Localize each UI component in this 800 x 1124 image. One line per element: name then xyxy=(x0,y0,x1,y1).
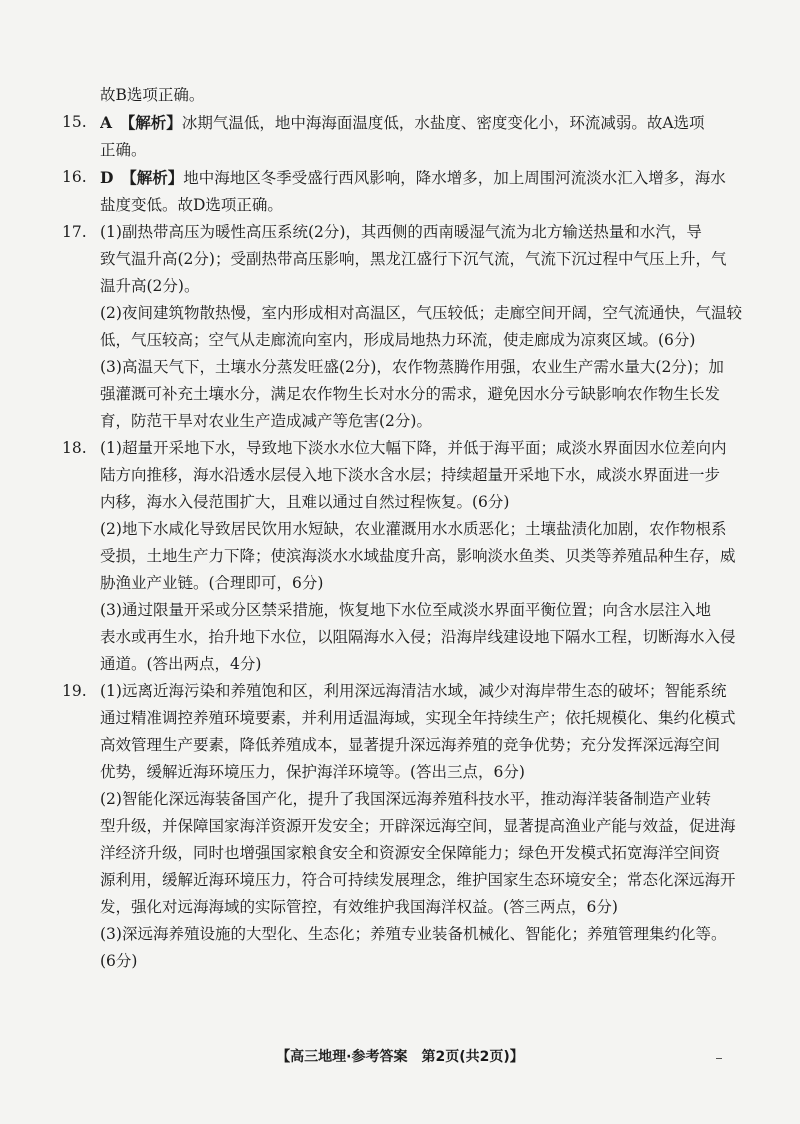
text-line: 源利用，缓解近海环境压力，符合可持续发展理念，维护国家生态环境安全；常态化深远海开 xyxy=(100,871,736,889)
q14-continuation xyxy=(62,82,742,109)
analysis-text: 地中海地区冬季受盛行西风影响，降水增多，加上周围河流淡水汇入增多，海水 xyxy=(183,169,726,187)
text-line: 型升级，并保障国家海洋资源开发安全；开辟深远海空间，显著提高渔业产能与效益，促进海 xyxy=(100,817,736,835)
question-16 xyxy=(62,164,742,219)
question-18 xyxy=(62,435,742,678)
page-footer: 【高三地理·参考答案 第2页(共2页)】 xyxy=(276,1049,524,1065)
text-line: 内移，海水入侵范围扩大，且难以通过自然过程恢复。(6分) xyxy=(100,493,510,511)
question-number: 18. xyxy=(62,439,87,457)
text-line: 优势，缓解近海环境压力，保护海洋环境等。(答出三点，6分) xyxy=(100,763,525,781)
text-line xyxy=(100,164,742,192)
text-line: 表水或再生水，抬升地下水位，以阻隔海水入侵；沿海岸线建设地下隔水工程，切断海水入侵 xyxy=(100,628,736,646)
text-line: 陆方向推移，海水沿透水层侵入地下淡水含水层；持续超量开采地下水，咸淡水界面进一步 xyxy=(100,466,721,484)
question-number: 16. xyxy=(62,168,87,186)
text-line: (2)智能化深远海装备国产化，提升了我国深远海养殖科技水平，推动海洋装备制造产业转 xyxy=(100,790,711,808)
corner-mark xyxy=(716,1058,722,1059)
text-line: (1)超量开采地下水，导致地下淡水水位大幅下降，并低于海平面；咸淡水界面因水位差向内 xyxy=(100,439,727,457)
text-line: 胁渔业产业链。(合理即可，6分) xyxy=(100,574,324,592)
text-line: (1)副热带高压为暖性高压系统(2分)，其西侧的西南暖湿气流为北方输送热量和水汽，导 xyxy=(100,223,702,241)
analysis-tag: 【解析】 xyxy=(128,168,184,187)
answer-letter: A xyxy=(100,113,113,132)
question-15 xyxy=(62,109,742,164)
text-line: 致气温升高(2分)；受副热带高压影响，黑龙江盛行下沉气流，气流下沉过程中气压上升，气 xyxy=(100,250,727,268)
text-line: 发，强化对远海海域的实际管控，有效维护我国海洋权益。(答三两点，6分) xyxy=(100,898,618,916)
text-line xyxy=(100,109,742,137)
text-line: 受损，土地生产力下降；使滨海淡水水域盐度升高，影响淡水鱼类、贝类等养殖品种生存，威 xyxy=(100,547,736,565)
text-line: 育，防范干旱对农业生产造成减产等危害(2分)。 xyxy=(100,412,432,430)
answer-content xyxy=(62,82,742,975)
question-17 xyxy=(62,219,742,435)
text-line: 温升高(2分)。 xyxy=(100,277,200,295)
question-number: 15. xyxy=(62,113,87,131)
text-line: 通过精准调控养殖环境要素，并利用适温海域，实现全年持续生产；依托规模化、集约化模式 xyxy=(100,709,736,727)
text-line: (3)高温天气下，土壤水分蒸发旺盛(2分)，农作物蒸腾作用强，农业生产需水量大(2分)；加 xyxy=(100,358,724,376)
question-number: 19. xyxy=(62,682,87,700)
analysis-tag: 【解析】 xyxy=(127,113,182,132)
text-line: (3)深远海养殖设施的大型化、生态化；养殖专业装备机械化、智能化；养殖管理集约化等。 xyxy=(100,925,727,943)
question-19 xyxy=(62,678,742,975)
text-line: (2)地下水咸化导致居民饮用水短缺，农业灌溉用水水质恶化；土壤盐渍化加剧，农作物根系 xyxy=(100,520,727,538)
text-line: (1)远离近海污染和养殖饱和区，利用深远海清洁水域，减少对海岸带生态的破坏；智能系统 xyxy=(100,682,727,700)
text-line: 高效管理生产要素，降低养殖成本，显著提升深远海养殖的竞争优势；充分发挥深远海空间 xyxy=(100,736,721,754)
text-line: 盐度变低。故D选项正确。 xyxy=(100,196,283,214)
text-line: 强灌溉可补充土壤水分，满足农作物生长对水分的需求，避免因水分亏缺影响农作物生长发 xyxy=(100,385,721,403)
text-line: 洋经济升级，同时也增强国家粮食安全和资源安全保障能力；绿色开发模式拓宽海洋空间资 xyxy=(100,844,721,862)
text-line: (6分) xyxy=(100,952,138,970)
text-line: (3)通过限量开采或分区禁采措施，恢复地下水位至咸淡水界面平衡位置；向含水层注入地 xyxy=(100,601,711,619)
text-line: 故B选项正确。 xyxy=(100,86,205,104)
text-line: 通道。(答出两点，4分) xyxy=(100,655,262,673)
text-line: 低，气压较高；空气从走廊流向室内，形成局地热力环流，使走廊成为凉爽区域。(6分) xyxy=(100,331,696,349)
text-line: (2)夜间建筑物散热慢，室内形成相对高温区，气压较低；走廊空间开阔，空气流通快，气温较 xyxy=(100,304,742,322)
question-number: 17. xyxy=(62,223,87,241)
text-line: 正确。 xyxy=(100,141,147,159)
answer-letter: D xyxy=(100,168,114,187)
analysis-text: 冰期气温低，地中海海面温度低，水盐度、密度变化小，环流减弱。故A选项 xyxy=(181,114,705,132)
